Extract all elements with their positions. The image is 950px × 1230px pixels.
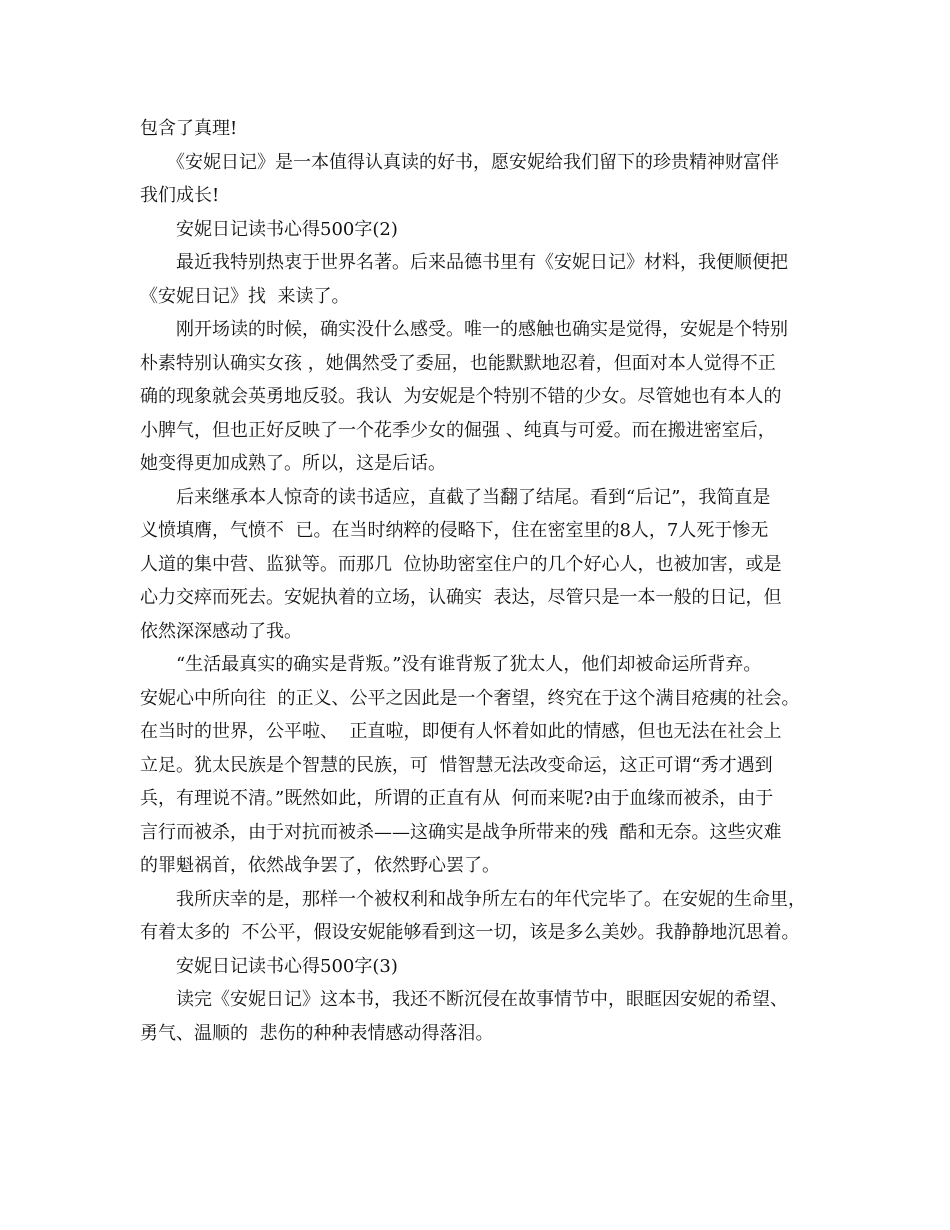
text-line: 安妮日记读书心得500字(3): [140, 956, 398, 977]
text-line: 义愤填膺，气愤不 已。在当时纳粹的侵略下，住在密室里的8人，7人死于惨无: [140, 520, 769, 541]
text-line: 读完《安妮日记》这本书，我还不断沉侵在故事情节中，眼眶因安妮的希望、: [140, 989, 788, 1010]
text-line: 最近我特别热衷于世界名著。后来品德书里有《安妮日记》材料，我便顺便把: [140, 252, 788, 273]
text-line: 勇气、温顺的 悲伤的种种表情感动得落泪。: [140, 1023, 494, 1044]
text-line: 包含了真理!: [140, 118, 238, 139]
text-line: 依然深深感动了我。: [140, 621, 302, 642]
text-line: 确的现象就会英勇地反驳。我认 为安妮是个特别不错的少女。尽管她也有本人的: [140, 386, 782, 407]
text-line: “生活最真实的确实是背叛。”没有谁背叛了犹太人，他们却被命运所背弃。: [140, 654, 762, 675]
text-line: 立足。犹太民族是个智慧的民族，可 惜智慧无法改变命运，这正可谓“秀才遇到: [140, 755, 773, 776]
text-line: 我所庆幸的是，那样一个被权利和战争所左右的年代完毕了。在安妮的生命里，: [140, 889, 806, 910]
text-line: 在当时的世界，公平啦、 正直啦，即便有人怀着如此的情感，但也无法在社会上: [140, 721, 782, 742]
text-line: 有着太多的 不公平，假设安妮能够看到这一切，该是多么美妙。我静静地沉思着。: [140, 922, 800, 943]
text-line: 人道的集中营、监狱等。而那几 位协助密室住户的几个好心人，也被加害，或是: [140, 554, 782, 575]
text-line: 《安妮日记》是一本值得认真读的好书，愿安妮给我们留下的珍贵精神财富伴: [140, 152, 779, 173]
text-line: 她变得更加成熟了。所以，这是后话。: [140, 453, 446, 474]
text-line: 安妮日记读书心得500字(2): [140, 219, 398, 240]
text-line: 小脾气，但也正好反映了一个花季少女的倔强 、纯真与可爱。而在搬进密室后，: [140, 420, 776, 441]
text-line: 刚开场读的时候，确实没什么感受。唯一的感触也确实是觉得，安妮是个特别: [140, 319, 788, 340]
text-line: 安妮心中所向往 的正义、公平之因此是一个奢望，终究在于这个满目疮痍的社会。: [140, 688, 800, 709]
text-line: 朴素特别认确实女孩 ，她偶然受了委屈，也能默默地忍着，但面对本人觉得不正: [140, 353, 776, 374]
text-line: 我们成长!: [140, 185, 220, 206]
text-line: 兵，有理说不清。”既然如此，所谓的正直有从 何而来呢?由于血缘而被杀，由于: [140, 788, 774, 809]
text-line: 《安妮日记》找 来读了。: [140, 286, 350, 307]
text-line: 言行而被杀，由于对抗而被杀——这确实是战争所带来的残 酷和无奈。这些灾难: [140, 822, 782, 843]
text-line: 心力交瘁而死去。安妮执着的立场，认确实 表达，尽管只是一本一般的日记，但: [140, 587, 782, 608]
text-line: 的罪魁祸首，依然战争罢了，依然野心罢了。: [140, 855, 500, 876]
text-line: 后来继承本人惊奇的读书适应，直截了当翻了结尾。看到“后记”，我简直是: [140, 487, 771, 508]
